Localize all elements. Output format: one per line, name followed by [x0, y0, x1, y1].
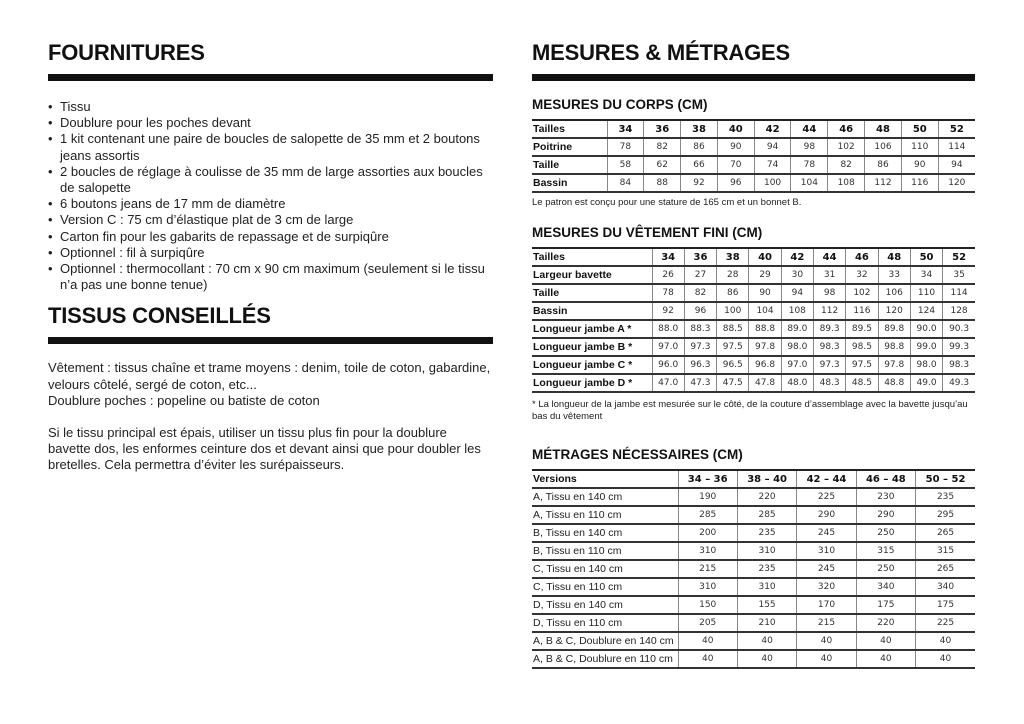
table-cell: 265 — [916, 560, 975, 578]
table-cell: 98.3 — [943, 356, 975, 374]
body-measurements-note: Le patron est conçu pour une stature de 165 cm et un bonnet B. — [532, 197, 802, 208]
row-label: Longueur jambe D * — [532, 374, 652, 392]
row-label: Largeur bavette — [532, 266, 652, 284]
table-cell: 40 — [916, 632, 975, 650]
table-row — [532, 650, 975, 668]
table-cell: 26 — [652, 266, 684, 284]
table-cell: 88.0 — [652, 320, 684, 338]
table-cell: 89.8 — [878, 320, 910, 338]
table-cell: 96 — [717, 174, 754, 192]
table-cell: 92 — [652, 302, 684, 320]
table-cell: 97.5 — [846, 356, 878, 374]
header-label: Tailles — [532, 120, 607, 138]
garment-measurements-title: MESURES DU VÊTEMENT FINI (CM) — [532, 225, 763, 240]
table-cell: 310 — [737, 578, 796, 596]
row-label: D, Tissu en 110 cm — [532, 614, 678, 632]
table-row — [532, 578, 975, 596]
table-cell: 108 — [828, 174, 865, 192]
table-cell: 98 — [813, 284, 845, 302]
fabrics-text-line: Vêtement : tissus chaîne et trame moyens : denim, toile de coton, gabardine, velours côtelé, sergé de coton, etc... — [48, 360, 491, 392]
table-cell: 48.3 — [813, 374, 845, 392]
table-cell: 205 — [678, 614, 737, 632]
table-cell: 82 — [828, 156, 865, 174]
table-cell: 89.0 — [781, 320, 813, 338]
table-row — [532, 632, 975, 650]
table-cell: 78 — [791, 156, 828, 174]
size-header: 42 — [754, 120, 791, 138]
table-row — [532, 138, 975, 156]
table-cell: 88.5 — [717, 320, 749, 338]
row-label: Bassin — [532, 174, 607, 192]
row-label: D, Tissu en 140 cm — [532, 596, 678, 614]
table-cell: 290 — [856, 506, 915, 524]
table-cell: 245 — [797, 560, 856, 578]
table-cell: 78 — [607, 138, 644, 156]
body-measurements-section — [532, 97, 975, 209]
table-cell: 295 — [916, 506, 975, 524]
table-cell: 94 — [781, 284, 813, 302]
table-cell: 120 — [878, 302, 910, 320]
size-header: 40 — [749, 248, 781, 266]
size-header: 52 — [938, 120, 975, 138]
table-cell: 104 — [749, 302, 781, 320]
table-cell: 285 — [678, 506, 737, 524]
table-cell: 70 — [717, 156, 754, 174]
table-cell: 96.0 — [652, 356, 684, 374]
fabrics-heading: TISSUS CONSEILLÉS — [48, 303, 271, 329]
table-cell: 235 — [737, 560, 796, 578]
size-header: 42 — [781, 248, 813, 266]
table-row — [532, 560, 975, 578]
table-cell: 128 — [943, 302, 975, 320]
table-cell: 225 — [916, 614, 975, 632]
table-row — [532, 542, 975, 560]
table-row — [532, 302, 975, 320]
table-cell: 90 — [749, 284, 781, 302]
table-row — [532, 374, 975, 392]
table-cell: 74 — [754, 156, 791, 174]
table-cell: 98 — [791, 138, 828, 156]
table-cell: 116 — [846, 302, 878, 320]
table-header-row — [532, 470, 975, 488]
table-cell: 310 — [678, 542, 737, 560]
table-cell: 250 — [856, 560, 915, 578]
garment-measurements-table — [532, 247, 975, 393]
row-label: Taille — [532, 156, 607, 174]
table-cell: 114 — [938, 138, 975, 156]
table-cell: 250 — [856, 524, 915, 542]
size-header: 48 — [865, 120, 902, 138]
table-cell: 310 — [797, 542, 856, 560]
table-cell: 86 — [681, 138, 718, 156]
table-cell: 40 — [678, 650, 737, 668]
garment-measurements-note: * La longueur de la jambe est mesurée sur le côté, de la couture d’assemblage avec la bavette jusqu’au bas du vêtement — [532, 399, 968, 422]
size-header: 50 — [901, 120, 938, 138]
table-cell: 124 — [910, 302, 942, 320]
table-cell: 230 — [856, 488, 915, 506]
table-cell: 97.3 — [813, 356, 845, 374]
table-row — [532, 174, 975, 192]
table-cell: 96 — [684, 302, 716, 320]
table-cell: 66 — [681, 156, 718, 174]
size-header: 44 — [791, 120, 828, 138]
table-row — [532, 356, 975, 374]
table-cell: 29 — [749, 266, 781, 284]
table-cell: 49.3 — [943, 374, 975, 392]
table-cell: 82 — [644, 138, 681, 156]
table-cell: 48.0 — [781, 374, 813, 392]
row-label: B, Tissu en 110 cm — [532, 542, 678, 560]
table-cell: 97.3 — [684, 338, 716, 356]
table-row — [532, 506, 975, 524]
table-cell: 48.8 — [878, 374, 910, 392]
table-cell: 62 — [644, 156, 681, 174]
supply-item: • Doublure pour les poches devant — [48, 115, 493, 131]
table-cell: 35 — [943, 266, 975, 284]
table-cell: 90 — [717, 138, 754, 156]
fabrics-text-line: Doublure poches : popeline ou batiste de coton — [48, 392, 320, 408]
size-header: 46 – 48 — [856, 470, 915, 488]
table-cell: 40 — [856, 650, 915, 668]
table-row — [532, 614, 975, 632]
table-cell: 215 — [797, 614, 856, 632]
size-header: 46 — [846, 248, 878, 266]
body-measurements-title: MESURES DU CORPS (CM) — [532, 97, 708, 112]
table-cell: 32 — [846, 266, 878, 284]
table-cell: 310 — [737, 542, 796, 560]
table-cell: 94 — [938, 156, 975, 174]
supply-item: • 1 kit contenant une paire de boucles de salopette de 35 mm et 2 boutons jeans assortis — [48, 131, 493, 163]
table-cell: 102 — [828, 138, 865, 156]
table-cell: 89.3 — [813, 320, 845, 338]
heading-rule — [48, 337, 493, 344]
yardage-title: MÉTRAGES NÉCESSAIRES (CM) — [532, 447, 743, 462]
table-cell: 98.8 — [878, 338, 910, 356]
table-row — [532, 266, 975, 284]
table-cell: 100 — [717, 302, 749, 320]
table-cell: 114 — [943, 284, 975, 302]
row-label: C, Tissu en 140 cm — [532, 560, 678, 578]
table-row — [532, 524, 975, 542]
table-cell: 320 — [797, 578, 856, 596]
table-cell: 106 — [878, 284, 910, 302]
table-cell: 112 — [813, 302, 845, 320]
table-cell: 215 — [678, 560, 737, 578]
table-cell: 98.3 — [813, 338, 845, 356]
table-cell: 175 — [856, 596, 915, 614]
table-header-row — [532, 248, 975, 266]
table-cell: 340 — [856, 578, 915, 596]
table-cell: 90.3 — [943, 320, 975, 338]
row-label: A, B & C, Doublure en 110 cm — [532, 650, 678, 668]
table-cell: 97.0 — [652, 338, 684, 356]
table-cell: 86 — [865, 156, 902, 174]
table-cell: 170 — [797, 596, 856, 614]
table-cell: 210 — [737, 614, 796, 632]
table-cell: 27 — [684, 266, 716, 284]
table-cell: 97.0 — [781, 356, 813, 374]
table-cell: 102 — [846, 284, 878, 302]
supply-item: • Tissu — [48, 99, 493, 115]
table-cell: 86 — [717, 284, 749, 302]
table-cell: 90 — [901, 156, 938, 174]
size-header: 36 — [684, 248, 716, 266]
table-cell: 40 — [678, 632, 737, 650]
table-cell: 96.8 — [749, 356, 781, 374]
table-cell: 88.3 — [684, 320, 716, 338]
left-panel — [48, 0, 493, 474]
garment-measurements-section — [532, 225, 975, 423]
row-label: A, Tissu en 140 cm — [532, 488, 678, 506]
supplies-list — [48, 99, 493, 293]
table-cell: 96.5 — [717, 356, 749, 374]
supply-item: • Optionnel : thermocollant : 70 cm x 90 cm maximum (seulement si le tissu n’a pas une bonne tenue) — [48, 261, 493, 293]
fabrics-paragraph — [48, 360, 493, 409]
table-cell: 28 — [717, 266, 749, 284]
table-cell: 245 — [797, 524, 856, 542]
size-header: 34 – 36 — [678, 470, 737, 488]
table-cell: 340 — [916, 578, 975, 596]
table-cell: 99.3 — [943, 338, 975, 356]
table-cell: 285 — [737, 506, 796, 524]
row-label: A, B & C, Doublure en 140 cm — [532, 632, 678, 650]
table-cell: 100 — [754, 174, 791, 192]
header-label: Tailles — [532, 248, 652, 266]
row-label: A, Tissu en 110 cm — [532, 506, 678, 524]
fabrics-advice-paragraph: Si le tissu principal est épais, utiliser un tissu plus fin pour la doublure bavette dos, les enformes ceinture dos et devant ainsi que pour doubler les bretelles. Cela permettra d’éviter les surépaisseurs. — [48, 425, 481, 473]
table-cell: 88 — [644, 174, 681, 192]
row-label: Longueur jambe A * — [532, 320, 652, 338]
row-label: Taille — [532, 284, 652, 302]
table-cell: 90.0 — [910, 320, 942, 338]
size-header: 50 – 52 — [916, 470, 975, 488]
row-label: Longueur jambe B * — [532, 338, 652, 356]
table-cell: 106 — [865, 138, 902, 156]
supply-item: • Carton fin pour les gabarits de repassage et de surpiqûre — [48, 229, 493, 245]
size-header: 38 – 40 — [737, 470, 796, 488]
size-header: 52 — [943, 248, 975, 266]
table-cell: 48.5 — [846, 374, 878, 392]
table-cell: 225 — [797, 488, 856, 506]
table-cell: 265 — [916, 524, 975, 542]
supply-item: • 6 boutons jeans de 17 mm de diamètre — [48, 196, 493, 212]
table-cell: 98.0 — [910, 356, 942, 374]
table-cell: 47.3 — [684, 374, 716, 392]
table-cell: 40 — [856, 632, 915, 650]
row-label: B, Tissu en 140 cm — [532, 524, 678, 542]
table-cell: 108 — [781, 302, 813, 320]
header-label: Versions — [532, 470, 678, 488]
table-cell: 190 — [678, 488, 737, 506]
table-cell: 155 — [737, 596, 796, 614]
size-header: 50 — [910, 248, 942, 266]
table-row — [532, 596, 975, 614]
table-cell: 97.8 — [749, 338, 781, 356]
table-cell: 47.8 — [749, 374, 781, 392]
size-header: 34 — [652, 248, 684, 266]
table-cell: 290 — [797, 506, 856, 524]
table-cell: 116 — [901, 174, 938, 192]
table-cell: 99.0 — [910, 338, 942, 356]
table-cell: 98.5 — [846, 338, 878, 356]
row-label: C, Tissu en 110 cm — [532, 578, 678, 596]
table-cell: 30 — [781, 266, 813, 284]
table-cell: 47.5 — [717, 374, 749, 392]
table-cell: 40 — [797, 632, 856, 650]
right-panel — [532, 0, 975, 669]
table-cell: 88.8 — [749, 320, 781, 338]
table-cell: 97.8 — [878, 356, 910, 374]
table-cell: 58 — [607, 156, 644, 174]
size-header: 42 – 44 — [797, 470, 856, 488]
row-label: Bassin — [532, 302, 652, 320]
table-cell: 78 — [652, 284, 684, 302]
size-header: 38 — [681, 120, 718, 138]
table-cell: 112 — [865, 174, 902, 192]
table-row — [532, 488, 975, 506]
table-cell: 40 — [916, 650, 975, 668]
table-cell: 34 — [910, 266, 942, 284]
measurements-heading: MESURES & MÉTRAGES — [532, 40, 790, 65]
table-cell: 84 — [607, 174, 644, 192]
yardage-section — [532, 447, 975, 669]
yardage-table — [532, 469, 975, 669]
table-cell: 315 — [916, 542, 975, 560]
table-cell: 315 — [856, 542, 915, 560]
supplies-heading: FOURNITURES — [48, 40, 205, 65]
table-row — [532, 338, 975, 356]
table-cell: 235 — [916, 488, 975, 506]
table-cell: 89.5 — [846, 320, 878, 338]
table-cell: 110 — [901, 138, 938, 156]
table-cell: 200 — [678, 524, 737, 542]
row-label: Longueur jambe C * — [532, 356, 652, 374]
table-cell: 220 — [856, 614, 915, 632]
size-header: 48 — [878, 248, 910, 266]
size-header: 40 — [717, 120, 754, 138]
table-cell: 220 — [737, 488, 796, 506]
table-cell: 82 — [684, 284, 716, 302]
table-cell: 104 — [791, 174, 828, 192]
table-cell: 98.0 — [781, 338, 813, 356]
table-cell: 49.0 — [910, 374, 942, 392]
table-row — [532, 284, 975, 302]
table-row — [532, 320, 975, 338]
table-cell: 150 — [678, 596, 737, 614]
size-header: 36 — [644, 120, 681, 138]
table-row — [532, 156, 975, 174]
table-cell: 110 — [910, 284, 942, 302]
size-header: 44 — [813, 248, 845, 266]
table-cell: 31 — [813, 266, 845, 284]
table-cell: 40 — [797, 650, 856, 668]
table-cell: 40 — [737, 632, 796, 650]
table-cell: 40 — [737, 650, 796, 668]
size-header: 46 — [828, 120, 865, 138]
heading-rule — [48, 74, 493, 81]
table-cell: 97.5 — [717, 338, 749, 356]
size-header: 34 — [607, 120, 644, 138]
size-header: 38 — [717, 248, 749, 266]
table-cell: 92 — [681, 174, 718, 192]
table-header-row — [532, 120, 975, 138]
supply-item: • Version C : 75 cm d’élastique plat de 3 cm de large — [48, 212, 493, 228]
supply-item: • 2 boucles de réglage à coulisse de 35 mm de large assorties aux boucles de salopette — [48, 164, 493, 196]
row-label: Poitrine — [532, 138, 607, 156]
table-cell: 175 — [916, 596, 975, 614]
table-cell: 235 — [737, 524, 796, 542]
table-cell: 94 — [754, 138, 791, 156]
table-cell: 33 — [878, 266, 910, 284]
body-measurements-table — [532, 119, 975, 193]
heading-rule — [532, 74, 975, 81]
table-cell: 310 — [678, 578, 737, 596]
table-cell: 47.0 — [652, 374, 684, 392]
table-cell: 96.3 — [684, 356, 716, 374]
table-cell: 120 — [938, 174, 975, 192]
supply-item: • Optionnel : fil à surpiqûre — [48, 245, 493, 261]
